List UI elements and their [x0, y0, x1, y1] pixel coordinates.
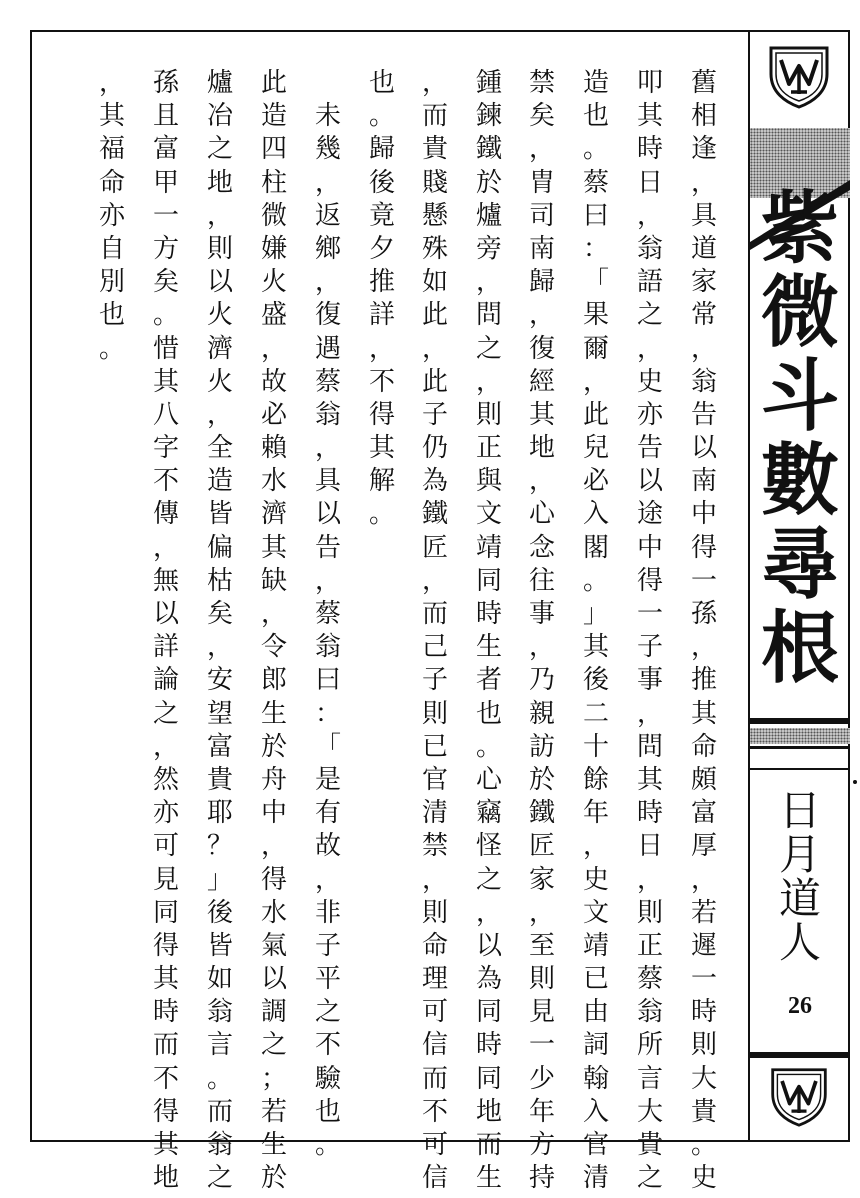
page-number: 26 [788, 993, 812, 1019]
text-column: 舊 相 逢 ， 具 道 家 常 ， 翁 告 以 南 中 得 一 孫 ， 推 其 命 頗 富 厚 ， 若 遲 一 時 則 大 貴 。 史 [690, 68, 717, 1194]
edge-mark [853, 780, 857, 784]
divider-rule [750, 768, 850, 770]
text-column: 此 造 四 柱 微 嫌 火 盛 ， 故 必 賴 水 濟 其 缺 ， 令 郎 生 於 舟 中 ， 得 水 氣 以 調 之 ； 若 生 於 [260, 68, 287, 1194]
title-bottom-rule [750, 718, 850, 724]
text-column: 禁 矣 ， 胄 司 南 歸 ， 復 經 其 地 ， 心 念 往 事 ， 乃 親 訪 於 鐵 匠 家 ， 至 則 見 一 少 年 方 持 [528, 68, 555, 1194]
text-column: 爐 冶 之 地 ， 則 以 火 濟 火 ， 全 造 皆 偏 枯 矣 ， 安 望 富 貴 耶 ？ 」 後 皆 如 翁 言 。 而 翁 之 [206, 68, 233, 1194]
text-column: 孫 且 富 甲 一 方 矣 。 惜 其 八 字 不 傳 ， 無 以 詳 論 之 ， 然 亦 可 見 同 得 其 時 而 不 得 其 地 [152, 68, 179, 1194]
text-column: ， 其 福 命 亦 自 別 也 。 [98, 68, 125, 364]
divider-rule [750, 746, 850, 749]
body-text [40, 68, 730, 1194]
text-column: 未 幾 ， 返 鄉 ， 復 遇 蔡 翁 ， 具 以 告 ， 蔡 翁 曰 ： 「 是 有 故 ， 非 子 平 之 不 驗 也 。 [314, 101, 341, 1160]
publisher-shield-icon [767, 44, 831, 110]
book-title: 紫 微 斗 數 尋 根 [760, 184, 839, 694]
footer-rule [750, 1052, 850, 1058]
author-name: 日 月 道 人 [778, 786, 821, 967]
text-column: 也 。 歸 後 竟 夕 推 詳 ， 不 得 其 解 。 [368, 68, 395, 530]
book-sidebar [748, 30, 850, 1142]
text-column: 鍾 鍊 鐵 於 爐 旁 ， 問 之 ， 則 正 與 文 靖 同 時 生 者 也 。 心 竊 怪 之 ， 以 為 同 時 同 地 而 生 [475, 68, 502, 1194]
hatch-band [750, 728, 850, 744]
text-column: ， 而 貴 賤 懸 殊 如 此 ， 此 子 仍 為 鐵 匠 ， 而 己 子 則 已 官 清 禁 ， 則 命 理 可 信 而 不 可 信 [421, 68, 448, 1194]
text-column: 叩 其 時 日 ， 翁 語 之 ， 史 亦 告 以 途 中 得 一 子 事 ， 問 其 時 日 ， 則 正 蔡 翁 所 言 大 貴 之 [636, 68, 663, 1194]
publisher-shield-icon [767, 1066, 831, 1128]
text-column: 造 也 。 蔡 曰 ： 「 果 爾 ， 此 兒 必 入 閣 。 」 其 後 二 十 餘 年 ， 史 文 靖 已 由 詞 翰 入 官 清 [582, 68, 609, 1194]
